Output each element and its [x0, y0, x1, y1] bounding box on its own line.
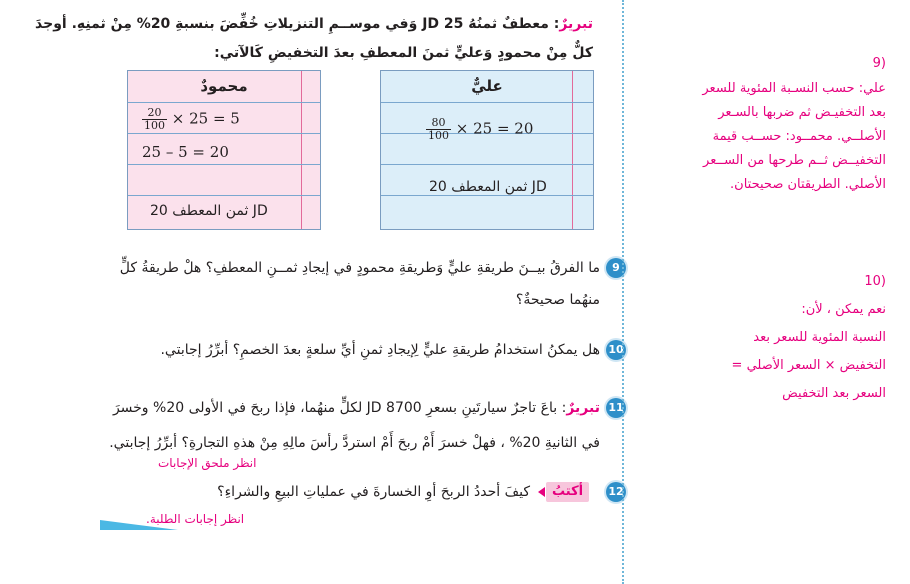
answer-9-line: بعد التخفيـض ثم ضربها بالسـعر — [718, 105, 886, 120]
answer-10-line: التخفيض × السعر الأصلي = — [731, 358, 886, 373]
answer-9-line: الأصلي. الطريقتان صحيحتان. — [730, 177, 886, 192]
card-ali-eq1: $\frac{80}{100}$ × 25 = 20 — [428, 116, 534, 142]
answer-10 — [646, 296, 886, 408]
answer-10-line: نعم يمكن ، لأن: — [801, 302, 886, 317]
question-9-line-1: ما الفرقُ بيــنَ طريقةِ عليٍّ وَطريقةِ محمودٍ في إيجادِ ثمــنِ المعطفِ؟ هلْ طريقةُ كلٍّ — [119, 260, 600, 276]
card-ali-title: عليٌّ — [471, 77, 503, 95]
card-mahmoud-result: ثمن المعطف 20 JD — [150, 203, 268, 219]
answer-9-line: علي: حسب النسـبة المئوية للسعر — [702, 81, 886, 96]
card-ali-eq1-rest: × 25 = 20 — [455, 119, 534, 138]
answer-10-line: السعر بعد التخفيض — [782, 386, 886, 401]
answer-9-number: (9 — [872, 56, 886, 71]
question-11-text-1: : باعَ تاجرٌ سيارتَينِ بسعرِ 8700 JD لكلٍّ منهُما، فإذا ربحَ في الأولى 20% وخسرَ — [112, 400, 567, 416]
question-11-answer-note: انظر ملحق الإجابات — [158, 456, 257, 470]
card-mahmoud-eq2: 25 – 5 = 20 — [142, 143, 229, 161]
question-12-badge: 12 — [606, 482, 626, 502]
write-tag: أكتبُ — [546, 482, 589, 502]
answer-9 — [646, 77, 886, 197]
question-11-label: تبريرٌ — [566, 400, 600, 416]
write-tag-arrow-icon — [538, 487, 545, 497]
intro-label: تبريرٌ — [559, 16, 593, 32]
question-12-answer-note: انظر إجابات الطلبة. — [146, 512, 245, 526]
question-11-line-1 — [20, 398, 600, 418]
card-ali — [380, 70, 594, 230]
question-10-text: هل يمكنُ استخدامُ طريقةِ عليٍّ لِإيجادِ ثمنِ أيِّ سلعةٍ بعدَ الخصمِ؟ أبرِّرُ إجابتي. — [160, 342, 600, 358]
dotted-separator — [622, 0, 624, 584]
question-9-badge: 9 — [606, 258, 626, 278]
question-9-line-2: منهُما صحيحةٌ؟ — [515, 292, 600, 308]
answer-9-line: التخفيــض ثــم طرحها من الســعر — [703, 153, 886, 168]
intro-line-1 — [13, 14, 593, 34]
intro-text-1: : معطفٌ ثمنُهُ 25 JD وَفي موســمِ التنزيلاتِ خُفِّضَ بنسبةِ 20% مِنْ ثمنِهِ. أوجدَ — [35, 16, 560, 32]
card-mahmoud-eq1-rest: × 25 = 5 — [171, 109, 240, 128]
card-mahmoud — [127, 70, 321, 230]
card-mahmoud-eq1: $\frac{20}{100}$ × 25 = 5 — [144, 106, 240, 132]
question-11-badge: 11 — [606, 398, 626, 418]
answer-9-line: الأصلــي. محمــود: حســب قيمة — [712, 129, 886, 144]
card-ali-result: ثمن المعطف 20 JD — [429, 179, 547, 195]
question-12-text: كيفَ أحددُ الربحَ أوِ الخسارةَ في عملياتِ البيعِ والشراءِ؟ — [217, 484, 530, 500]
question-10-badge: 10 — [606, 340, 626, 360]
answer-10-number: (10 — [864, 274, 886, 289]
answer-10-line: النسبة المئوية للسعر بعد — [753, 330, 886, 345]
decorative-wedge — [100, 510, 180, 532]
card-mahmoud-title: محمودٌ — [200, 77, 248, 95]
intro-line-2: كلٌّ مِنْ محمودٍ وَعليٍّ ثمنَ المعطفِ بعدَ التخفيضِ كَالآتي: — [214, 45, 593, 61]
question-11-line-2: في الثانيةِ 20% ، فهلْ خسرَ أَمْ ربحَ أَمْ استردَّ رأسَ مالِهِ مِنْ هذهِ التجارةِ؟ أبرِّرُ إجابتي. — [109, 435, 600, 451]
